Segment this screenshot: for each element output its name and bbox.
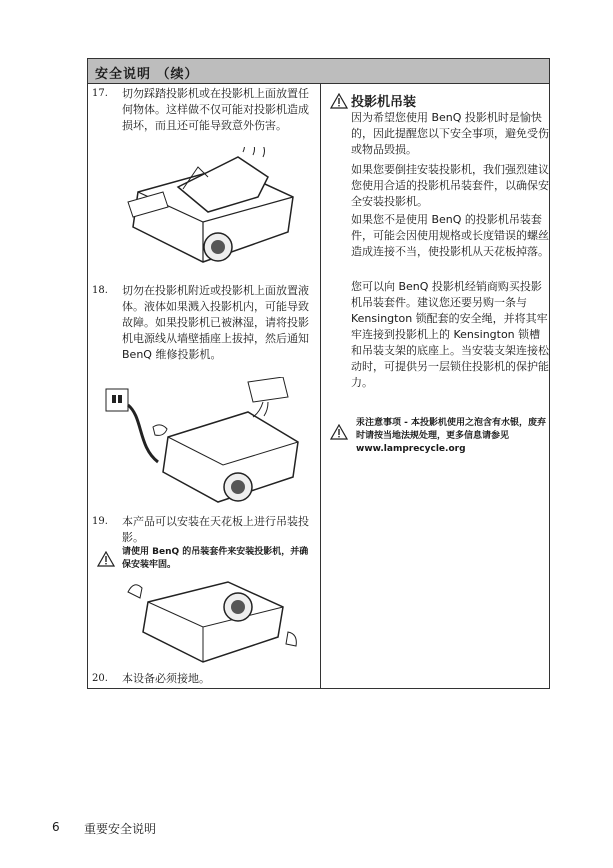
page-number: 6 [52,820,60,834]
mount-paragraph-3: 如果您不是使用 BenQ 的投影机吊装套件，可能会因使用规格或长度错误的螺丝造成连接不当，使投影机从天花板掉落。 [351,213,549,258]
section-header [88,59,549,84]
mount-paragraph-2: 如果您要倒挂安装投影机，我们强烈建议您使用合适的投影机吊装套件，以确保安全安装投影机。 [351,163,549,208]
mounting-kit-note: 请使用 BenQ 的吊装套件来安装投影机，并确保安装牢固。 [122,547,309,570]
mount-paragraph-4: 您可以向 BenQ 投影机经销商购买投影机吊装套件。建议您还要另购一条与 Kensington 锁配套的安全绳，并将其牢牢连接到投影机上的 Kensington 锁槽和吊装支架的底座上。当安装支架连接松动时，可提供另一层锁住投影机的保护能力。 [351,280,549,389]
item-number: 20. [92,673,108,684]
caution-icon [330,424,348,440]
column-divider [320,84,321,688]
mercury-note: 汞注意事项 - 本投影机使用之泡含有水银，废弃时请按当地法规处理，更多信息请参见 www.lamprecycle.org [356,418,547,454]
item-number: 19. [92,516,108,527]
mount-paragraph-1: 因为希望您使用 BenQ 投影机时是愉快的，因此提醒您以下安全事项，避免受伤或物品毁损。 [351,111,549,156]
liquid-warning-illustration [98,377,308,507]
item-number: 17. [92,88,108,99]
section-title: 安全说明 （续） [95,67,199,82]
caution-icon [330,93,348,109]
item-number: 18. [92,285,108,296]
item-text: 切勿在投影机附近或投影机上面放置液体。液体如果溅入投影机内，可能导致故障。如果投影机已被淋湿，请将投影机电源线从墙壁插座上拔掉，然后通知 BenQ 维修投影机。 [122,284,309,361]
item-text: 本设备必须接地。 [122,672,210,685]
step-on-projector-illustration [108,147,308,277]
ceiling-mount-illustration [118,577,308,669]
caution-icon [97,551,115,567]
item-text: 切勿踩踏投影机或在投影机上面放置任何物体。这样做不仅可能对投影机造成损坏，而且还可能导致意外伤害。 [122,87,309,132]
item-text: 本产品可以安装在天花板上进行吊装投影。 [122,515,309,544]
footer-label: 重要安全说明 [84,822,157,836]
ceiling-mount-title: 投影机吊装 [351,95,417,110]
